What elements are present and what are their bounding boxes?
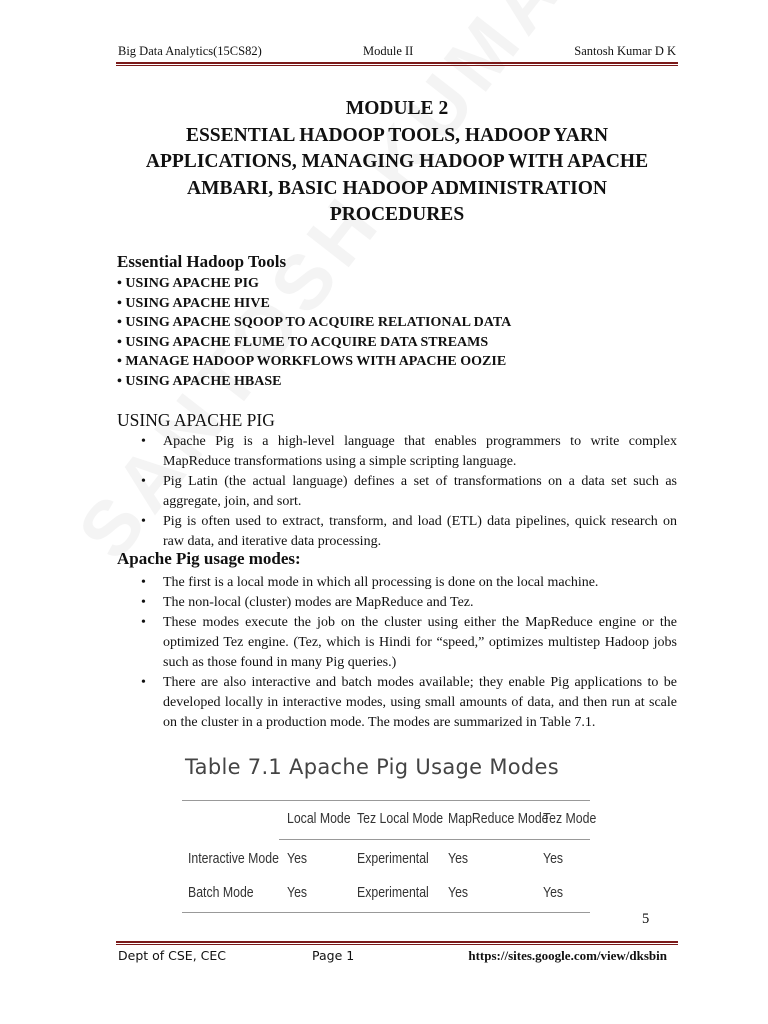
header-rule-thin: [116, 65, 678, 66]
list-item: • USING APACHE HIVE: [117, 295, 270, 311]
table-rule-top: [182, 800, 590, 801]
table-cell: Yes: [543, 850, 564, 867]
table-cell: Experimental: [357, 850, 429, 867]
header-module: Module II: [363, 44, 414, 58]
footer-page: Page 1: [312, 948, 355, 963]
section-heading-pig: USING APACHE PIG: [117, 410, 275, 430]
table-cell: Yes: [448, 884, 469, 901]
table-col-header: MapReduce Mode: [448, 810, 549, 827]
modes-bullet-list: [117, 573, 677, 733]
table-col-header: Tez Mode: [543, 810, 597, 827]
footer-rule-thin: [116, 944, 678, 945]
title-line: MODULE 2: [345, 98, 449, 119]
table-col-header: Tez Local Mode: [357, 810, 444, 827]
list-item-text: Pig Latin (the actual language) defines a set of transformations on a data set such as aggregate, join, and sort.: [163, 474, 677, 509]
table-rule-header: [279, 839, 590, 840]
list-item: • USING APACHE SQOOP TO ACQUIRE RELATIONAL DATA: [117, 315, 512, 331]
table-col-header: Local Mode: [287, 810, 351, 827]
list-item-text: The first is a local mode in which all processing is done on the local machine.: [163, 575, 599, 590]
table-cell: Yes: [287, 884, 308, 901]
list-item-text: These modes execute the job on the cluster using either the MapReduce engine or the optimized Tez engine. (Tez, which is Hindi for “speed,” optimizes multistep Hadoop jobs such as those found in many Pig queries.): [163, 615, 677, 670]
page-title: [100, 96, 694, 229]
list-item: • The first is a local mode in which all processing is done on the local machine.: [141, 575, 599, 590]
pig-bullet-list: [117, 432, 677, 552]
table-row-label: Batch Mode: [188, 884, 254, 901]
list-item: • Apache Pig is a high-level language that enables programmers to write complex MapReduce transformations using a simple scripting language.: [141, 434, 677, 469]
essential-tools-list: [117, 274, 511, 392]
footer-dept: Dept of CSE, CEC: [118, 948, 227, 963]
page-header: [118, 44, 676, 62]
list-item-text: Pig is often used to extract, transform, and load (ETL) data pipelines, quick research on raw data, and iterative data processing.: [163, 514, 677, 549]
title-line: AMBARI, BASIC HADOOP ADMINISTRATION: [186, 177, 608, 199]
table-row-label: Interactive Mode: [188, 850, 279, 867]
list-item-text: Apache Pig is a high-level language that enables programmers to write complex MapReduce transformations using a simple scripting language.: [163, 434, 677, 469]
page-footer: [118, 948, 678, 966]
table-rule-bottom: [182, 912, 590, 913]
title-line: PROCEDURES: [329, 204, 465, 225]
header-author: Santosh Kumar D K: [574, 44, 676, 58]
table-cell: Yes: [287, 850, 308, 867]
section-heading-modes: Apache Pig usage modes:: [117, 549, 301, 568]
header-course: Big Data Analytics(15CS82): [118, 44, 262, 58]
header-rule: [116, 62, 678, 64]
title-line: APPLICATIONS, MANAGING HADOOP WITH APACHE: [145, 151, 649, 172]
title-line: ESSENTIAL HADOOP TOOLS, HADOOP YARN: [185, 124, 609, 146]
list-item: • MANAGE HADOOP WORKFLOWS WITH APACHE OOZIE: [117, 354, 507, 370]
footer-link[interactable]: https://sites.google.com/view/dksbin: [468, 948, 667, 963]
list-item: • USING APACHE HBASE: [117, 373, 282, 389]
table-title: Table 7.1 Apache Pig Usage Modes: [185, 755, 559, 779]
page-number: 5: [642, 911, 650, 927]
table-cell: Experimental: [357, 884, 429, 901]
list-item: • Pig is often used to extract, transform, and load (ETL) data pipelines, quick research on raw data, and iterative data processing.: [141, 514, 677, 549]
list-item: • These modes execute the job on the cluster using either the MapReduce engine or the optimized Tez engine. (Tez, which is Hindi for “speed,” optimizes multistep Hadoop jobs such as those found in many Pig queries.): [141, 615, 677, 670]
list-item: • USING APACHE FLUME TO ACQUIRE DATA STREAMS: [117, 334, 489, 350]
list-item: • USING APACHE PIG: [117, 276, 259, 291]
footer-rule: [116, 941, 678, 943]
list-item-text: There are also interactive and batch modes available; they enable Pig applications to be developed locally in interactive modes, using small amounts of data, and then run at scale on the cluster in a production mode. The modes are summarized in Table 7.1.: [163, 675, 677, 730]
essential-tools-heading: Essential Hadoop Tools: [117, 252, 287, 271]
table-cell: Yes: [448, 850, 469, 867]
list-item: • There are also interactive and batch modes available; they enable Pig applications to be developed locally in interactive modes, using small amounts of data, and then run at scale on the cluster in a production mode. The modes are summarized in Table 7.1.: [141, 675, 677, 730]
table-cell: Yes: [543, 884, 564, 901]
list-item: • Pig Latin (the actual language) defines a set of transformations on a data set such as aggregate, join, and sort.: [141, 474, 677, 509]
list-item-text: The non-local (cluster) modes are MapReduce and Tez.: [163, 595, 474, 610]
list-item: • The non-local (cluster) modes are MapReduce and Tez.: [141, 595, 474, 610]
